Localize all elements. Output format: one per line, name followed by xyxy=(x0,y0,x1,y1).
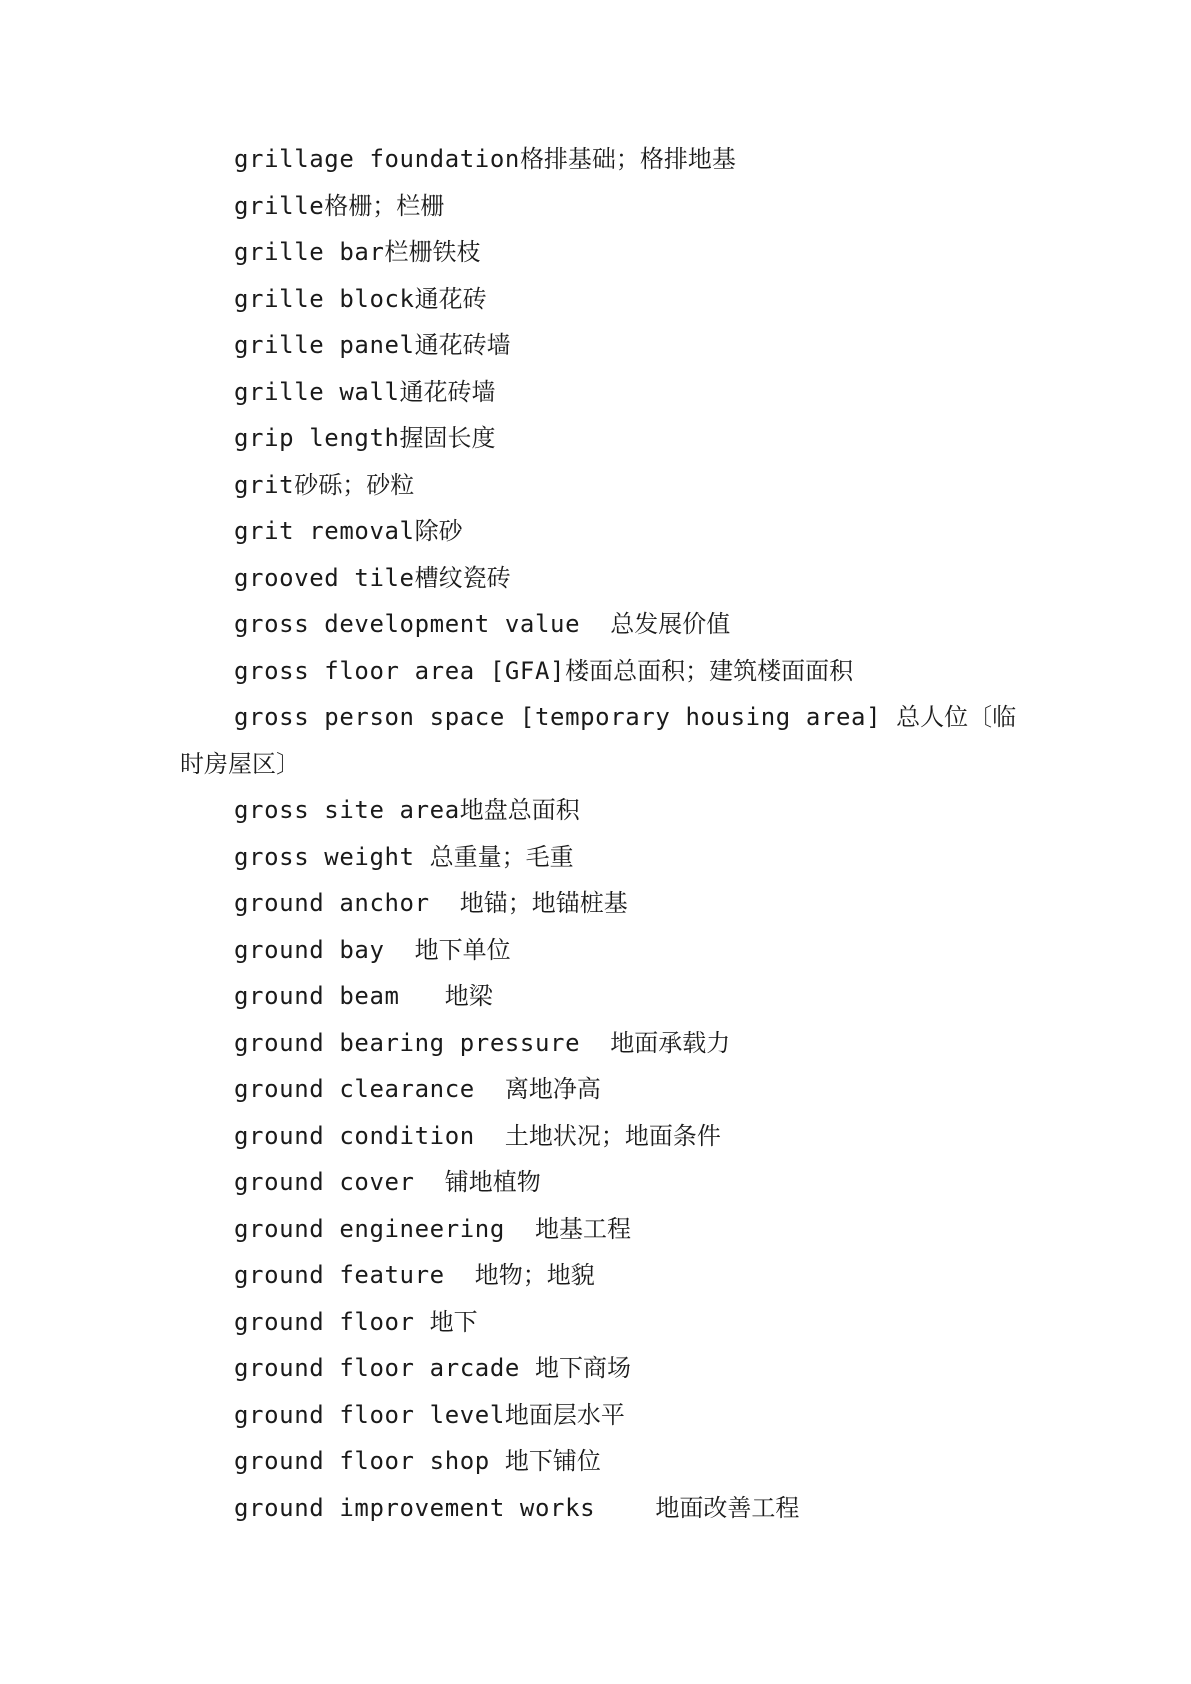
entry-translation: 地梁 xyxy=(444,982,493,1010)
entry-term: ground condition xyxy=(234,1121,505,1150)
entry-term: ground anchor xyxy=(234,889,460,917)
glossary-entry xyxy=(180,369,1040,416)
entry-translation: 地下铺位 xyxy=(504,1447,601,1475)
entry-translation: 总发展价值 xyxy=(610,610,731,638)
glossary-list xyxy=(180,136,1040,1531)
glossary-entry xyxy=(180,462,1040,509)
entry-term: ground floor xyxy=(234,1307,430,1336)
glossary-entry xyxy=(180,927,1040,974)
entry-term: grille panel xyxy=(234,331,415,359)
entry-term: ground floor shop xyxy=(234,1447,505,1475)
entry-term: ground improvement works xyxy=(234,1493,656,1522)
glossary-entry xyxy=(180,694,1040,787)
glossary-entry xyxy=(180,1066,1040,1113)
glossary-entry xyxy=(180,555,1040,602)
glossary-entry xyxy=(180,1485,1040,1532)
entry-translation: 地面承载力 xyxy=(610,1028,731,1057)
entry-term: grille bar xyxy=(234,238,385,266)
entry-term: grille block xyxy=(234,284,415,313)
entry-term: gross weight xyxy=(234,842,430,871)
glossary-entry xyxy=(180,136,1040,183)
entry-term: ground engineering xyxy=(234,1214,535,1243)
entry-term: gross site area xyxy=(234,796,460,824)
entry-term: ground floor arcade xyxy=(234,1354,535,1382)
entry-translation: 栏栅铁枝 xyxy=(384,238,481,266)
entry-term: gross floor area [GFA] xyxy=(234,656,566,685)
entry-translation: 槽纹瓷砖 xyxy=(414,563,511,592)
glossary-entry xyxy=(180,834,1040,881)
glossary-entry xyxy=(180,322,1040,369)
entry-term: grit removal xyxy=(234,517,415,545)
entry-term: grip length xyxy=(234,424,400,452)
entry-translation: 地基工程 xyxy=(534,1214,631,1243)
glossary-entry xyxy=(180,276,1040,323)
glossary-entry xyxy=(180,229,1040,276)
glossary-entry xyxy=(180,601,1040,648)
entry-term: grille xyxy=(234,191,325,220)
entry-term: ground clearance xyxy=(234,1075,505,1103)
glossary-entry xyxy=(180,880,1040,927)
glossary-entry xyxy=(180,1392,1040,1439)
glossary-entry xyxy=(180,1345,1040,1392)
entry-term: ground beam xyxy=(234,982,445,1010)
entry-term: ground cover xyxy=(234,1168,445,1196)
entry-term: gross development value xyxy=(234,610,611,638)
entry-translation: 地盘总面积 xyxy=(459,796,580,824)
glossary-entry xyxy=(180,787,1040,834)
entry-term: grooved tile xyxy=(234,563,415,592)
glossary-entry xyxy=(180,973,1040,1020)
entry-translation: 地下单位 xyxy=(414,935,511,964)
entry-translation: 地下商场 xyxy=(534,1354,631,1382)
glossary-entry xyxy=(180,648,1040,695)
glossary-entry xyxy=(180,1020,1040,1067)
entry-translation: 楼面总面积；建筑楼面面积 xyxy=(565,656,854,685)
glossary-entry xyxy=(180,508,1040,555)
glossary-entry xyxy=(180,1159,1040,1206)
entry-term: ground feature xyxy=(234,1261,475,1289)
entry-translation: 土地状况；地面条件 xyxy=(504,1121,721,1150)
entry-term: ground bay xyxy=(234,935,415,964)
entry-translation: 砂砾；砂粒 xyxy=(294,470,415,499)
entry-translation: 总人位〔临时房屋区〕 xyxy=(180,703,1017,778)
entry-term: ground bearing pressure xyxy=(234,1028,611,1057)
entry-translation: 通花砖 xyxy=(414,284,487,313)
glossary-entry xyxy=(180,1438,1040,1485)
entry-translation: 地面改善工程 xyxy=(655,1493,800,1522)
entry-translation: 地面层水平 xyxy=(504,1400,625,1429)
entry-translation: 地物；地貌 xyxy=(474,1261,595,1289)
entry-translation: 铺地植物 xyxy=(444,1168,541,1196)
glossary-entry xyxy=(180,1299,1040,1346)
entry-translation: 除砂 xyxy=(414,517,463,545)
entry-term: grit xyxy=(234,470,295,499)
glossary-entry xyxy=(180,1206,1040,1253)
entry-translation: 握固长度 xyxy=(399,424,496,452)
entry-translation: 离地净高 xyxy=(504,1075,601,1103)
entry-term: ground floor level xyxy=(234,1400,505,1429)
entry-translation: 格排基础；格排地基 xyxy=(519,145,736,173)
entry-term: gross person space [temporary housing area] xyxy=(234,703,897,731)
entry-translation: 格栅；栏栅 xyxy=(324,191,445,220)
entry-translation: 地下 xyxy=(429,1307,478,1336)
entry-term: grille wall xyxy=(234,377,400,406)
entry-translation: 总重量；毛重 xyxy=(429,842,574,871)
entry-term: grillage foundation xyxy=(234,145,520,173)
glossary-entry xyxy=(180,1252,1040,1299)
entry-translation: 通花砖墙 xyxy=(399,377,496,406)
glossary-entry xyxy=(180,1113,1040,1160)
entry-translation: 地锚；地锚桩基 xyxy=(459,889,628,917)
glossary-entry xyxy=(180,415,1040,462)
entry-translation: 通花砖墙 xyxy=(414,331,511,359)
glossary-entry xyxy=(180,183,1040,230)
